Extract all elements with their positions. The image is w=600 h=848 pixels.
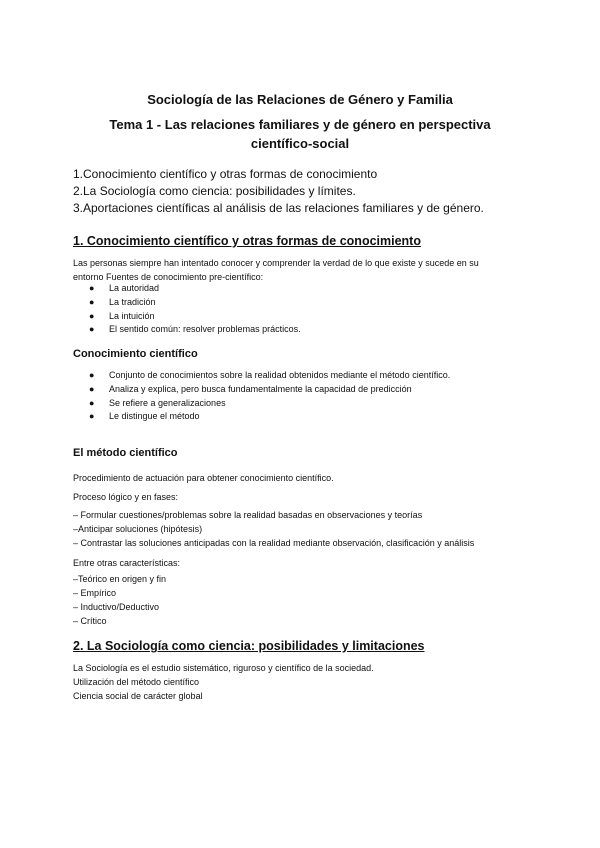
toc-item: 1.Conocimiento científico y otras formas de conocimiento — [73, 167, 378, 181]
bullet-icon: ● — [89, 397, 95, 408]
table-of-contents — [73, 166, 484, 217]
intro-line: Las personas siempre han intentado conocer y comprender la verdad de lo que existe y sucede en su — [73, 258, 479, 268]
section-1-intro — [73, 256, 479, 284]
bullet-icon: ● — [89, 283, 95, 293]
bullet-icon: ● — [89, 324, 95, 335]
list-item: ● El sentido común: resolver problemas prácticos. — [73, 323, 301, 337]
bullet-icon: ● — [89, 310, 95, 321]
body-line: Utilización del método científico — [73, 677, 200, 687]
method-definition: Procedimiento de actuación para obtener conocimiento científico. — [73, 473, 334, 483]
process-step: – Contrastar las soluciones anticipadas con la realidad mediante observación, clasificación y análisis — [73, 538, 475, 548]
subtitle-line-1: Tema 1 - Las relaciones familiares y de género en perspectiva — [109, 117, 491, 132]
list-item: ● La autoridad — [73, 282, 301, 296]
body-line: Ciencia social de carácter global — [73, 691, 203, 701]
scientific-method-heading: El método científico — [73, 447, 178, 459]
scientific-knowledge-heading: Conocimiento científico — [73, 348, 198, 360]
toc-item: 2.La Sociología como ciencia: posibilidades y límites. — [73, 184, 356, 198]
bullet-icon: ● — [89, 383, 95, 394]
list-item: ● Conjunto de conocimientos sobre la realidad obtenidos mediante el método científico. — [73, 369, 450, 383]
list-item: ● Se refiere a generalizaciones — [73, 397, 450, 411]
section-2-body — [73, 661, 374, 703]
features-list — [73, 572, 166, 628]
features-label: Entre otras características: — [73, 558, 181, 568]
intro-line: entorno Fuentes de conocimiento pre-científico: — [73, 272, 264, 282]
toc-item: 3.Aportaciones científicas al análisis de las relaciones familiares y de género. — [73, 201, 484, 215]
section-2-heading: 2. La Sociología como ciencia: posibilidades y limitaciones — [73, 639, 425, 653]
bullet-icon: ● — [89, 296, 95, 307]
prescientific-sources-list — [73, 282, 301, 337]
scientific-knowledge-list — [73, 369, 450, 424]
body-line: La Sociología es el estudio sistemático, riguroso y científico de la sociedad. — [73, 663, 374, 673]
list-item: ● La intuición — [73, 310, 301, 324]
feature-item: – Inductivo/Deductivo — [73, 602, 160, 612]
section-1-heading: 1. Conocimiento científico y otras formas de conocimiento — [73, 234, 421, 248]
feature-item: – Empírico — [73, 588, 117, 598]
feature-item: –Teórico en origen y fin — [73, 574, 167, 584]
process-step: – Formular cuestiones/problemas sobre la realidad basadas en observaciones y teorías — [73, 510, 423, 520]
process-steps — [73, 508, 474, 550]
document-subtitle — [0, 115, 600, 153]
list-item: ● Le distingue el método — [73, 410, 450, 424]
subtitle-line-2: científico-social — [250, 136, 350, 151]
document-title: Sociología de las Relaciones de Género y Familia — [147, 92, 453, 107]
list-item: ● La tradición — [73, 296, 301, 310]
bullet-icon: ● — [89, 370, 95, 380]
feature-item: – Crítico — [73, 616, 107, 626]
bullet-icon: ● — [89, 411, 95, 422]
list-item: ● Analiza y explica, pero busca fundamentalmente la capacidad de predicción — [73, 383, 450, 397]
process-step: –Anticipar soluciones (hipótesis) — [73, 524, 203, 534]
process-label: Proceso lógico y en fases: — [73, 492, 179, 502]
